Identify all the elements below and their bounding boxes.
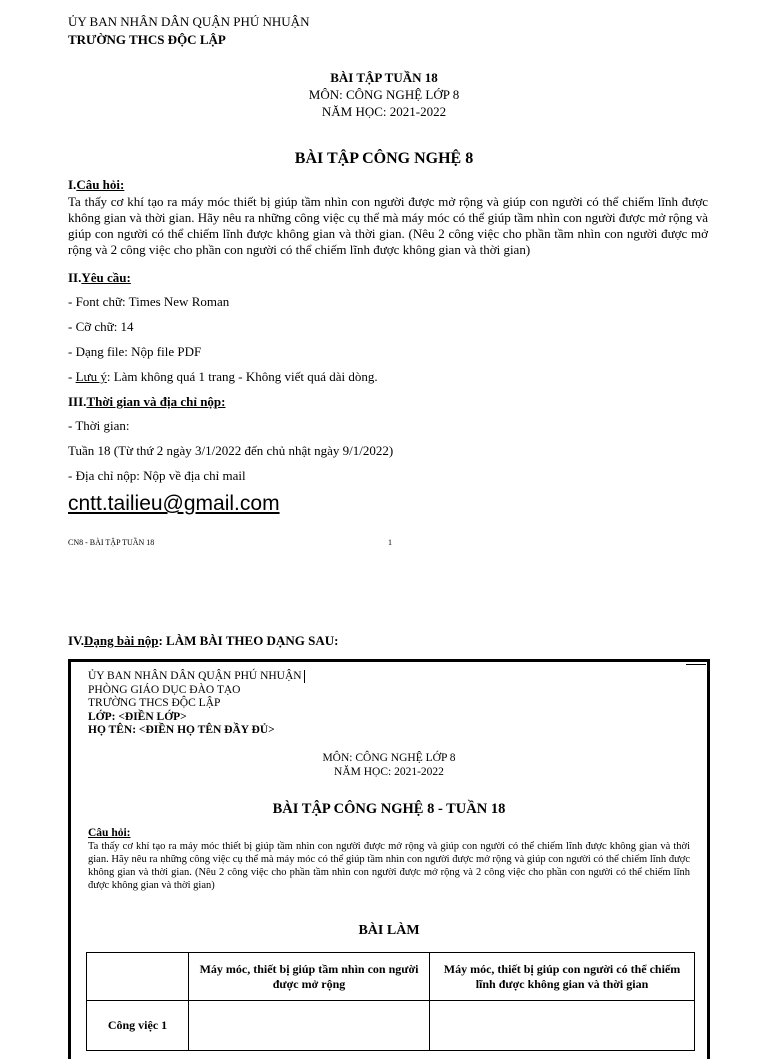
answer-table-row-label: Công việc 1 (87, 1001, 189, 1051)
sample-question-body: Ta thấy cơ khí tạo ra máy móc thiết bị giúp tầm nhìn con người được mở rộng và giúp con người có thể chiếm lĩnh được không gian và thời gian. Hãy nêu ra những công việc cụ thể mà máy móc có thể giúp tầm nhìn con người được mở rộng và giúp con người có thể chiếm lĩnh được không gian và thời gian. (Nêu 2 công việc cho phần tầm nhìn con người được mở rộng và 2 công việc cho phần con người có thể chiếm lĩnh được không gian và thời gian) (88, 841, 690, 891)
page-number: 1 (388, 538, 392, 547)
requirement-font: - Font chữ: Times New Roman (68, 294, 230, 309)
sample-work-heading: BÀI LÀM (358, 923, 420, 938)
sample-student-name: HỌ TÊN: <ĐIỀN HỌ TÊN ĐẦY ĐỦ> (88, 724, 275, 736)
time-value: Tuần 18 (Từ thứ 2 ngày 3/1/2022 đến chủ nhật ngày 9/1/2022) (68, 443, 394, 458)
section-1-body: Ta thấy cơ khí tạo ra máy móc thiết bị giúp tầm nhìn con người được mở rộng và giúp con người có thể chiếm lĩnh được không gian và thời gian. Hãy nêu ra những công việc cụ thể mà máy móc có thể giúp tầm nhìn con người được mở rộng và giúp con người có thể chiếm lĩnh được không gian và thời gian. (Nêu 2 công việc cho phần tầm nhìn con người được mở rộng và 2 công việc cho phần con người có thể chiếm lĩnh được không gian và thời gian) (68, 194, 708, 257)
subject-line: MÔN: CÔNG NGHỆ LỚP 8 (308, 87, 460, 102)
section-1-heading-label: Câu hỏi: (76, 177, 125, 192)
requirement-size: - Cỡ chữ: 14 (68, 319, 134, 334)
section-3-heading-label: Thời gian và địa chỉ nộp: (86, 394, 226, 409)
answer-table (86, 952, 695, 1051)
requirement-format: - Dạng file: Nộp file PDF (68, 344, 202, 359)
note-text: : Làm không quá 1 trang - Không viết quá dài dòng. (106, 369, 378, 384)
section-4-roman: IV. (68, 633, 85, 648)
note-prefix: - (68, 369, 76, 384)
text-cursor (304, 670, 305, 683)
school-year-line: NĂM HỌC: 2021-2022 (321, 104, 447, 119)
address-label: - Địa chỉ nộp: Nộp về địa chỉ mail (68, 468, 246, 483)
answer-table-col-space-time: Máy móc, thiết bị giúp con người có thể chiếm lĩnh được không gian và thời gian (430, 953, 695, 1001)
sample-class: LỚP: <ĐIỀN LỚP> (88, 711, 187, 723)
sample-title: BÀI TẬP CÔNG NGHỆ 8 - TUẦN 18 (272, 801, 506, 817)
page-title: BÀI TẬP CÔNG NGHỆ 8 (294, 150, 474, 167)
section-2-heading-label: Yêu cầu: (81, 270, 131, 285)
sample-school: TRƯỜNG THCS ĐỘC LẬP (88, 697, 221, 709)
sample-year: NĂM HỌC: 2021-2022 (334, 766, 444, 778)
sample-dept: PHÒNG GIÁO DỤC ĐÀO TẠO (88, 684, 241, 696)
page-footer-label: CN8 - BÀI TẬP TUẦN 18 (68, 538, 155, 547)
section-4-label: Dạng bài nộp (84, 633, 159, 648)
time-label: - Thời gian: (68, 418, 130, 433)
email-link[interactable]: cntt.tailieu@gmail.com (68, 492, 280, 515)
sample-org (88, 670, 305, 683)
section-3-heading: III.Thời gian và địa chỉ nộp: (68, 394, 226, 409)
frame-corner-mark (686, 664, 706, 665)
sample-subject: MÔN: CÔNG NGHỆ LỚP 8 (322, 752, 456, 764)
note-label: Lưu ý (75, 369, 107, 384)
sample-question-heading: Câu hỏi: (88, 827, 131, 839)
section-1-heading: I.Câu hỏi: (68, 177, 125, 192)
answer-cell-vision[interactable] (189, 1001, 430, 1051)
answer-cell-space-time[interactable] (430, 1001, 695, 1051)
assignment-week: BÀI TẬP TUẦN 18 (330, 70, 438, 85)
answer-table-row (87, 1001, 695, 1051)
answer-table-col-vision: Máy móc, thiết bị giúp tầm nhìn con người được mở rộng (189, 953, 430, 1001)
section-4-heading (68, 633, 338, 649)
answer-table-corner (87, 953, 189, 1001)
requirement-note (68, 369, 378, 385)
school-name: TRƯỜNG THCS ĐỘC LẬP (68, 32, 226, 47)
org-name: ỦY BAN NHÂN DÂN QUẬN PHÚ NHUẬN (68, 14, 310, 29)
sample-org-text: ỦY BAN NHÂN DÂN QUẬN PHÚ NHUẬN (88, 670, 302, 683)
section-2-heading: II.Yêu cầu: (68, 270, 131, 285)
section-4-rest: : LÀM BÀI THEO DẠNG SAU: (158, 633, 339, 648)
answer-table-header-row (87, 953, 695, 1001)
